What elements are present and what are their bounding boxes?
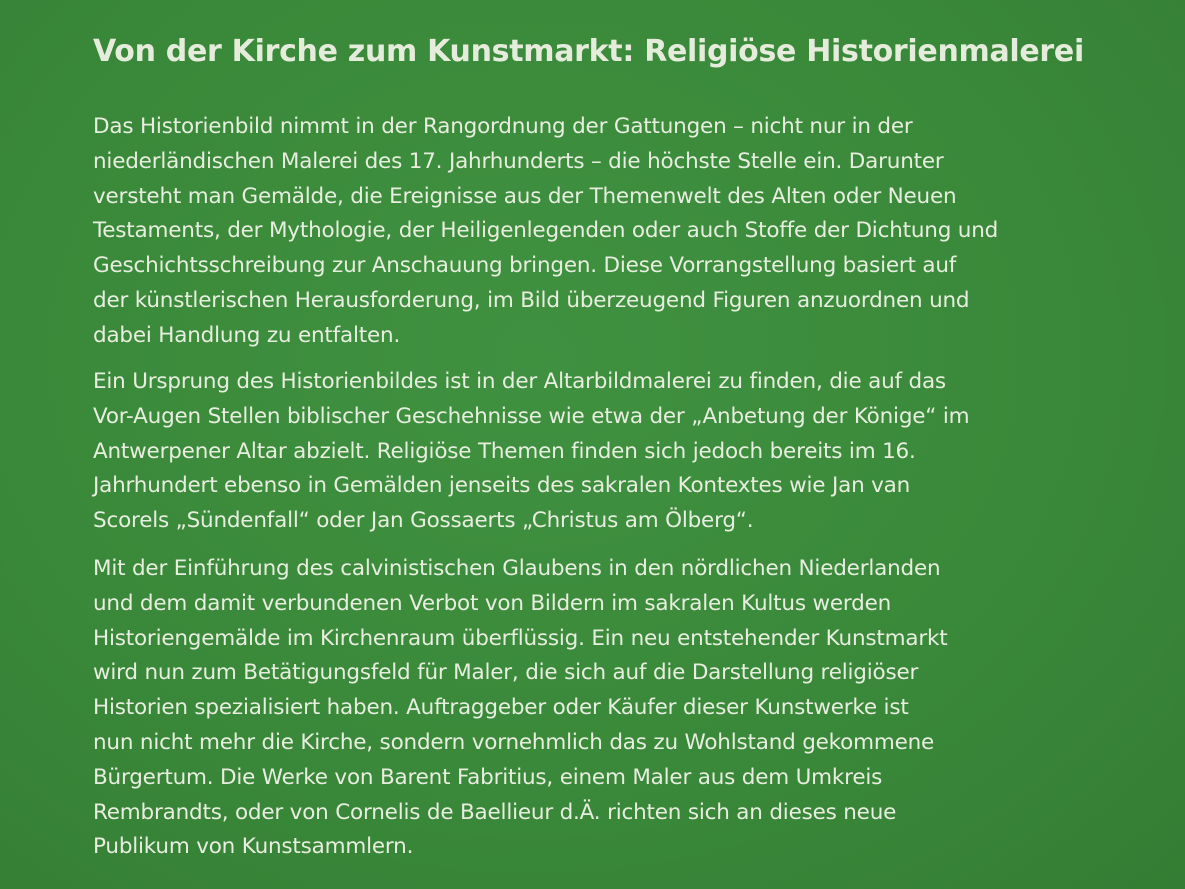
text-line: Publikum von Kunstsammlern. (93, 834, 414, 860)
text-line: Antwerpener Altar abzielt. Religiöse Themen finden sich jedoch bereits im 16. (93, 438, 916, 464)
text-line: und dem damit verbundenen Verbot von Bildern im sakralen Kultus werden (93, 590, 892, 616)
text-line: Das Historienbild nimmt in der Rangordnung der Gattungen – nicht nur in der (93, 114, 913, 139)
text-line: Mit der Einführung des calvinistischen Glaubens in den nördlichen Niederlanden (93, 556, 941, 581)
text-line: Rembrandts, oder von Cornelis de Baellieur d.Ä. richten sich an dieses neue (93, 799, 897, 825)
paragraph-2 (93, 365, 1093, 539)
text-line: Jahrhundert ebenso in Gemälden jenseits des sakralen Kontextes wie Jan van (93, 473, 911, 499)
panel-title: Von der Kirche zum Kunstmarkt: Religiöse Historienmalerei (93, 34, 1084, 69)
text-line: Historiengemälde im Kirchenraum überflüssig. Ein neu entstehender Kunstmarkt (93, 625, 948, 651)
text-line: Testaments, der Mythologie, der Heiligenlegenden oder auch Stoffe der Dichtung und (93, 218, 999, 244)
text-line: Scorels „Sündenfall“ oder Jan Gossaerts „Christus am Ölberg“. (93, 508, 754, 534)
text-line: versteht man Gemälde, die Ereignisse aus der Themenwelt des Alten oder Neuen (93, 183, 957, 209)
text-line: Historien spezialisiert haben. Auftraggeber oder Käufer dieser Kunstwerke ist (93, 695, 909, 721)
text-line: Bürgertum. Die Werke von Barent Fabritius, einem Maler aus dem Umkreis (93, 764, 883, 790)
text-line: wird nun zum Betätigungsfeld für Maler, die sich auf die Darstellung religiöser (93, 660, 919, 686)
text-line: Vor-Augen Stellen biblischer Geschehnisse wie etwa der „Anbetung der Könige“ im (93, 403, 970, 429)
paragraph-3 (93, 552, 1093, 865)
paragraph-1 (93, 110, 1093, 354)
text-line: dabei Handlung zu entfalten. (93, 322, 401, 348)
text-line: Geschichtsschreibung zur Anschauung bringen. Diese Vorrangstellung basiert auf (93, 253, 957, 279)
text-line: Ein Ursprung des Historienbildes ist in der Altarbildmalerei zu finden, die auf das (93, 369, 946, 394)
text-line: niederländischen Malerei des 17. Jahrhunderts – die höchste Stelle ein. Darunter (93, 148, 944, 174)
text-line: der künstlerischen Herausforderung, im Bild überzeugend Figuren anzuordnen und (93, 287, 970, 313)
text-line: nun nicht mehr die Kirche, sondern vornehmlich das zu Wohlstand gekommene (93, 729, 935, 755)
